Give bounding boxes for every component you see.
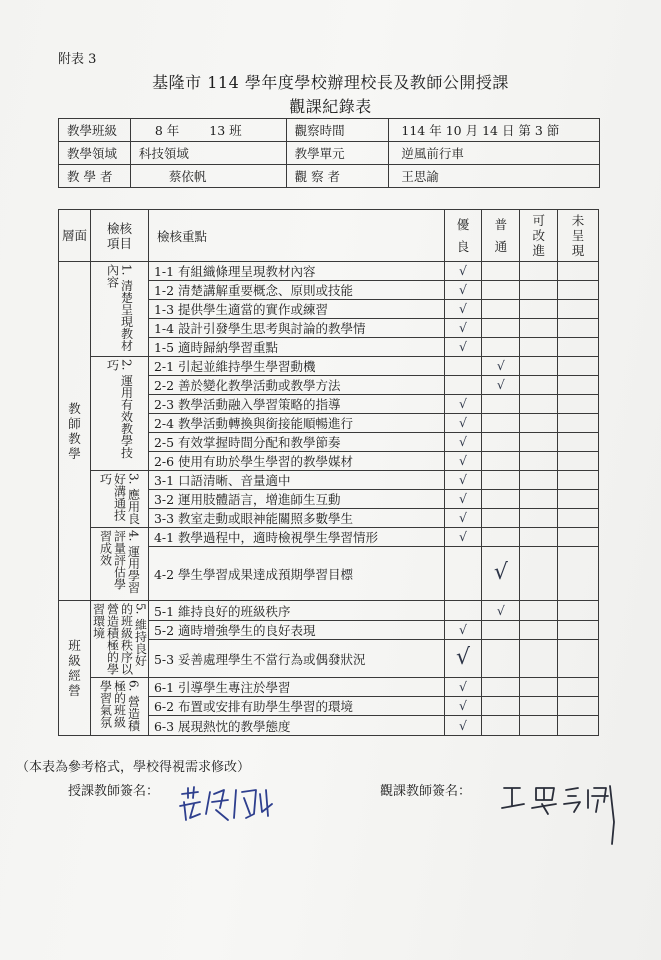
rating-cell-improve[interactable]	[520, 547, 558, 601]
group-cell	[90, 678, 148, 736]
check-mark: √	[458, 263, 467, 278]
check-item-text: 6-1 引導學生專注於學習	[148, 678, 444, 697]
group-label: 4. 運用學習評量評估學習成效	[98, 529, 141, 593]
rating-cell-none[interactable]	[558, 414, 599, 433]
rating-cell-improve[interactable]	[520, 490, 558, 509]
check-item-text: 1-3 提供學生適當的實作或練習	[148, 300, 444, 319]
rating-cell-improve[interactable]	[520, 395, 558, 414]
header-excellent	[444, 210, 482, 262]
header-level-text: 層面	[61, 228, 87, 243]
rating-cell-excellent[interactable]	[444, 621, 482, 640]
rating-cell-excellent[interactable]	[444, 319, 482, 338]
check-mark: √	[496, 602, 505, 618]
rating-cell-none[interactable]	[558, 697, 599, 716]
rating-cell-normal[interactable]	[482, 357, 520, 376]
check-mark: √	[493, 559, 508, 585]
rating-cell-excellent[interactable]	[444, 338, 482, 357]
group-cell	[90, 601, 148, 678]
rating-cell-none[interactable]	[558, 376, 599, 395]
header-none	[558, 210, 599, 262]
observe-time-value: 114 年 10 月 14 日 第 3 節	[389, 119, 600, 142]
rating-cell-improve[interactable]	[520, 601, 558, 621]
check-mark: √	[458, 415, 467, 430]
domain-label: 教學領域	[59, 142, 131, 165]
rating-cell-normal[interactable]	[482, 338, 520, 357]
observer-value: 王思諭	[389, 165, 600, 188]
rating-cell-excellent[interactable]	[444, 716, 482, 736]
check-mark: √	[458, 717, 467, 733]
rating-cell-improve[interactable]	[520, 640, 558, 678]
teacher-signature	[176, 784, 286, 826]
rating-cell-improve[interactable]	[520, 319, 558, 338]
group-cell	[90, 471, 148, 528]
class-grade: 8 年	[154, 123, 180, 138]
observer-signature-label: 觀課教師簽名：	[380, 784, 472, 799]
group-label: 2. 運用有效教學技巧	[105, 358, 134, 458]
form-subtitle: 觀課紀錄表	[289, 97, 372, 116]
group-label: 5. 維持良好的班級秩序以營造積極的學習環境	[91, 602, 148, 675]
rating-cell-normal[interactable]	[482, 528, 520, 547]
rating-cell-normal[interactable]	[482, 509, 520, 528]
check-item-text: 1-5 適時歸納學習重點	[148, 338, 444, 357]
rating-cell-improve[interactable]	[520, 621, 558, 640]
check-item-text: 2-4 教學活動轉換與銜接能順暢進行	[148, 414, 444, 433]
checklist-row	[59, 262, 599, 281]
rating-cell-normal[interactable]	[482, 621, 520, 640]
header-excellent-text: 優良	[456, 216, 470, 254]
checklist-table	[58, 209, 599, 736]
check-item-text: 4-2 學生學習成果達成預期學習目標	[148, 547, 444, 601]
check-mark: √	[458, 282, 467, 297]
check-item-text: 2-1 引起並維持學生學習動機	[148, 357, 444, 376]
checklist-row	[59, 528, 599, 547]
checklist-row	[59, 678, 599, 697]
class-value	[130, 119, 286, 142]
rating-cell-none[interactable]	[558, 338, 599, 357]
class-number: 13 班	[209, 123, 242, 138]
check-mark: √	[458, 339, 467, 354]
unit-label: 教學單元	[286, 142, 389, 165]
header-none-text: 未呈現	[571, 213, 585, 258]
teacher-signature-label: 授課教師簽名：	[68, 784, 160, 799]
rating-cell-normal[interactable]	[482, 414, 520, 433]
unit-value: 逆風前行車	[389, 142, 600, 165]
check-mark: √	[458, 698, 467, 713]
info-table	[58, 118, 600, 188]
rating-cell-none[interactable]	[558, 395, 599, 414]
header-focus: 檢核重點	[148, 210, 444, 262]
check-item-text: 5-1 維持良好的班級秩序	[148, 601, 444, 621]
rating-cell-improve[interactable]	[520, 433, 558, 452]
header-level	[59, 210, 91, 262]
check-item-text: 5-3 妥善處理學生不當行為或偶發狀況	[148, 640, 444, 678]
rating-cell-excellent[interactable]	[444, 509, 482, 528]
checklist-row	[59, 601, 599, 621]
check-item-text: 3-1 口語清晰、音量適中	[148, 471, 444, 490]
check-item-text: 6-2 布置或安排有助學生學習的環境	[148, 697, 444, 716]
rating-cell-excellent[interactable]	[444, 601, 482, 621]
check-mark: √	[458, 453, 467, 468]
rating-cell-improve[interactable]	[520, 414, 558, 433]
rating-cell-none[interactable]	[558, 640, 599, 678]
rating-cell-improve[interactable]	[520, 471, 558, 490]
form-title: 基隆市 114 學年度學校辦理校長及教師公開授課	[152, 73, 509, 92]
rating-cell-excellent[interactable]	[444, 357, 482, 376]
rating-cell-excellent[interactable]	[444, 640, 482, 678]
rating-cell-none[interactable]	[558, 509, 599, 528]
level-cell	[59, 601, 91, 736]
check-item-text: 2-2 善於變化教學活動或教學方法	[148, 376, 444, 395]
rating-cell-normal[interactable]	[482, 697, 520, 716]
rating-cell-none[interactable]	[558, 490, 599, 509]
observer-label: 觀 察 者	[286, 165, 389, 188]
check-item-text: 5-2 適時增強學生的良好表現	[148, 621, 444, 640]
checklist-row	[59, 357, 599, 376]
check-item-text: 6-3 展現熱忱的教學態度	[148, 716, 444, 736]
rating-cell-normal[interactable]	[482, 262, 520, 281]
rating-cell-excellent[interactable]	[444, 547, 482, 601]
rating-cell-none[interactable]	[558, 281, 599, 300]
header-improve	[520, 210, 558, 262]
format-note: （本表為參考格式，學校得視需求修改）	[16, 760, 251, 775]
check-item-text: 3-3 教室走動或眼神能關照多數學生	[148, 509, 444, 528]
rating-cell-none[interactable]	[558, 433, 599, 452]
check-mark: √	[458, 622, 467, 637]
rating-cell-none[interactable]	[558, 678, 599, 697]
check-mark: √	[496, 377, 505, 392]
rating-cell-none[interactable]	[558, 621, 599, 640]
rating-cell-excellent[interactable]	[444, 452, 482, 471]
group-cell	[90, 262, 148, 357]
rating-cell-normal[interactable]	[482, 716, 520, 736]
group-cell	[90, 357, 148, 471]
rating-cell-excellent[interactable]	[444, 414, 482, 433]
rating-cell-none[interactable]	[558, 452, 599, 471]
check-item-text: 1-4 設計引發學生思考與討論的教學情	[148, 319, 444, 338]
rating-cell-excellent[interactable]	[444, 528, 482, 547]
check-item-text: 1-2 清楚講解重要概念、原則或技能	[148, 281, 444, 300]
rating-cell-normal[interactable]	[482, 547, 520, 601]
header-item	[90, 210, 148, 262]
check-item-text: 2-3 教學活動融入學習策略的指導	[148, 395, 444, 414]
observe-time-label: 觀察時間	[286, 119, 389, 142]
rating-cell-none[interactable]	[558, 601, 599, 621]
header-normal	[482, 210, 520, 262]
rating-cell-normal[interactable]	[482, 395, 520, 414]
rating-cell-excellent[interactable]	[444, 678, 482, 697]
check-mark: √	[455, 644, 470, 670]
check-mark: √	[458, 320, 467, 335]
rating-cell-improve[interactable]	[520, 262, 558, 281]
level-label: 教師教學	[68, 401, 81, 461]
group-cell	[90, 528, 148, 601]
rating-cell-none[interactable]	[558, 471, 599, 490]
rating-cell-improve[interactable]	[520, 281, 558, 300]
rating-cell-excellent[interactable]	[444, 300, 482, 319]
group-label: 3. 應用良好溝通技巧	[98, 472, 141, 524]
rating-cell-improve[interactable]	[520, 678, 558, 697]
rating-cell-none[interactable]	[558, 547, 599, 601]
class-label: 教學班級	[59, 119, 131, 142]
check-item-text: 1-1 有組織條理呈現教材內容	[148, 262, 444, 281]
rating-cell-none[interactable]	[558, 319, 599, 338]
teacher-value: 蔡依帆	[130, 165, 286, 188]
checklist-row	[59, 471, 599, 490]
rating-cell-none[interactable]	[558, 716, 599, 736]
check-mark: √	[458, 679, 467, 694]
rating-cell-excellent[interactable]	[444, 262, 482, 281]
rating-cell-normal[interactable]	[482, 640, 520, 678]
rating-cell-improve[interactable]	[520, 376, 558, 395]
check-item-text: 2-6 使用有助於學生學習的教學媒材	[148, 452, 444, 471]
header-normal-text: 普通	[494, 216, 508, 254]
check-mark: √	[496, 358, 505, 373]
rating-cell-excellent[interactable]	[444, 490, 482, 509]
rating-cell-improve[interactable]	[520, 357, 558, 376]
rating-cell-excellent[interactable]	[444, 697, 482, 716]
rating-cell-none[interactable]	[558, 262, 599, 281]
check-mark: √	[458, 472, 467, 487]
check-item-text: 2-5 有效掌握時間分配和教學節奏	[148, 433, 444, 452]
rating-cell-normal[interactable]	[482, 678, 520, 697]
rating-cell-improve[interactable]	[520, 509, 558, 528]
level-label: 班級經營	[68, 638, 81, 698]
rating-cell-none[interactable]	[558, 357, 599, 376]
check-item-text: 3-2 運用肢體語言，增進師生互動	[148, 490, 444, 509]
rating-cell-normal[interactable]	[482, 471, 520, 490]
header-item-text: 檢核項目	[106, 220, 132, 251]
check-mark: √	[458, 434, 467, 449]
group-label: 1. 清楚呈現教材內容	[105, 263, 134, 351]
level-cell	[59, 262, 91, 601]
rating-cell-improve[interactable]	[520, 528, 558, 547]
rating-cell-improve[interactable]	[520, 300, 558, 319]
rating-cell-improve[interactable]	[520, 338, 558, 357]
rating-cell-normal[interactable]	[482, 300, 520, 319]
check-item-text: 4-1 教學過程中，適時檢視學生學習情形	[148, 528, 444, 547]
rating-cell-improve[interactable]	[520, 452, 558, 471]
observer-signature	[498, 782, 628, 852]
rating-cell-normal[interactable]	[482, 433, 520, 452]
rating-cell-excellent[interactable]	[444, 376, 482, 395]
rating-cell-normal[interactable]	[482, 490, 520, 509]
rating-cell-excellent[interactable]	[444, 471, 482, 490]
group-label: 6. 營造積極的班級學習氣氛	[98, 679, 141, 731]
teacher-label: 教 學 者	[59, 165, 131, 188]
rating-cell-excellent[interactable]	[444, 281, 482, 300]
check-mark: √	[458, 510, 467, 525]
rating-cell-none[interactable]	[558, 528, 599, 547]
header-improve-text: 可改進	[532, 213, 545, 258]
rating-cell-normal[interactable]	[482, 319, 520, 338]
attachment-label: 附表 3	[58, 52, 97, 67]
rating-cell-normal[interactable]	[482, 601, 520, 621]
rating-cell-normal[interactable]	[482, 376, 520, 395]
check-mark: √	[458, 396, 467, 411]
rating-cell-improve[interactable]	[520, 697, 558, 716]
domain-value: 科技領域	[130, 142, 286, 165]
rating-cell-normal[interactable]	[482, 452, 520, 471]
check-mark: √	[458, 491, 467, 506]
check-mark: √	[458, 301, 467, 316]
rating-cell-excellent[interactable]	[444, 433, 482, 452]
rating-cell-normal[interactable]	[482, 281, 520, 300]
rating-cell-excellent[interactable]	[444, 395, 482, 414]
check-mark: √	[458, 529, 467, 544]
rating-cell-improve[interactable]	[520, 716, 558, 736]
rating-cell-none[interactable]	[558, 300, 599, 319]
